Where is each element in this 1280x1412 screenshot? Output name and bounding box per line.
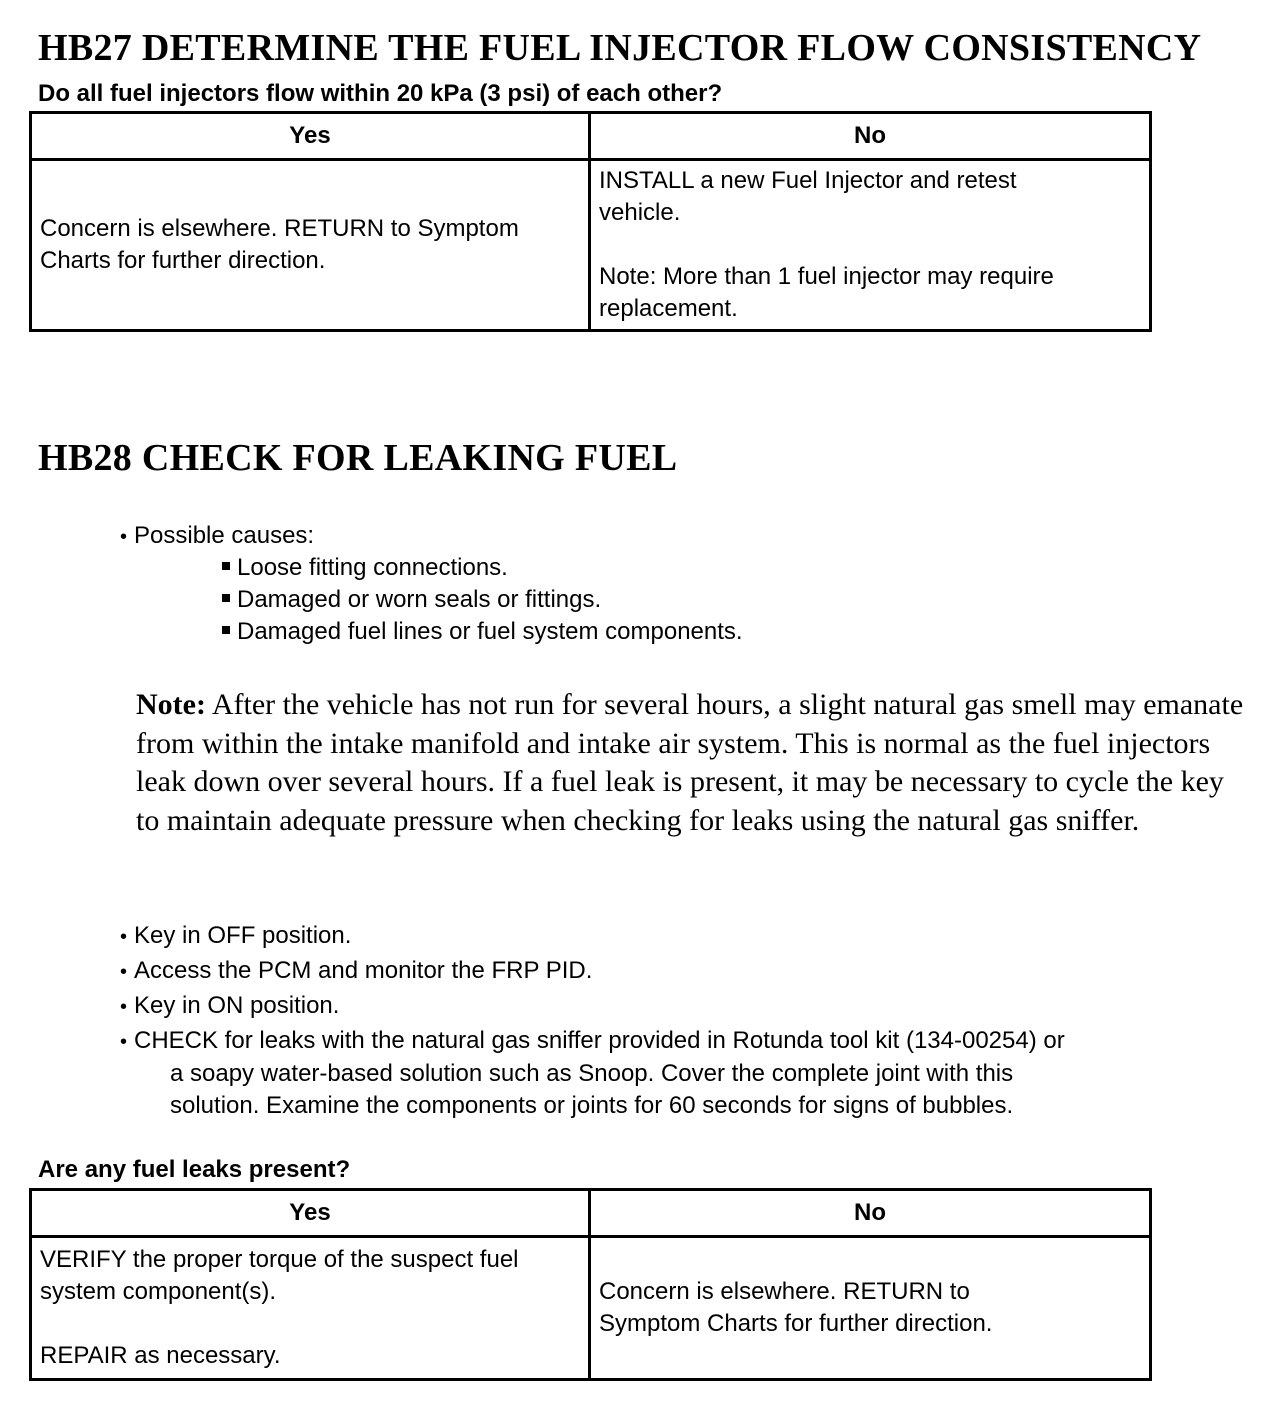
square-bullet-icon — [222, 594, 230, 602]
hb27-question: Do all fuel injectors flow within 20 kPa (3 psi) of each other? — [38, 80, 723, 107]
bullet-icon: • — [120, 996, 128, 1018]
bullet-icon: • — [120, 961, 128, 983]
list-item — [120, 1025, 1240, 1122]
step-text: Access the PCM and monitor the FRP PID. — [134, 957, 593, 984]
hb28-title: HB28 CHECK FOR LEAKING FUEL — [38, 437, 678, 479]
cause-text: Loose fitting connections. — [237, 554, 508, 581]
hb27-no-cell — [590, 160, 1151, 331]
causes-header-text: Possible causes: — [134, 522, 315, 549]
hb27-no-text-2: Note: More than 1 fuel injector may require replacement. — [599, 263, 1054, 322]
step-text-continued: solution. Examine the components or joints for 60 seconds for signs of bubbles. — [170, 1092, 1014, 1119]
hb28-decision-table — [29, 1188, 1152, 1381]
possible-causes-header — [120, 520, 314, 553]
hb27-no-header: No — [590, 113, 1151, 160]
list-item — [120, 955, 1240, 988]
list-item — [120, 920, 1240, 953]
possible-causes-list — [222, 552, 743, 648]
square-bullet-icon — [222, 626, 230, 634]
list-item — [222, 616, 743, 648]
note-paragraph — [136, 686, 1246, 840]
note-label: Note: — [136, 688, 206, 721]
cause-text: Damaged or worn seals or fittings. — [237, 586, 602, 613]
list-item — [120, 990, 1240, 1023]
hb28-no-header: No — [590, 1190, 1151, 1237]
list-item — [222, 584, 743, 616]
hb27-decision-table — [29, 111, 1152, 332]
note-text: After the vehicle has not run for several hours, a slight natural gas smell may emanate from within the intake manifold and intake air system. This is normal as the fuel injectors leak down over several hours. If a fuel leak is present, it may be necessary to cycle the key to maintain adequate pressure when checking for leaks using the natural gas sniffer. — [136, 688, 1244, 837]
hb28-question: Are any fuel leaks present? — [38, 1156, 351, 1183]
hb28-yes-text-2: REPAIR as necessary. — [40, 1342, 281, 1369]
hb27-yes-text: Concern is elsewhere. RETURN to Symptom Charts for further direction. — [40, 215, 519, 274]
hb27-yes-cell — [31, 160, 590, 331]
hb28-yes-cell — [31, 1237, 590, 1380]
list-item — [222, 552, 743, 584]
square-bullet-icon — [222, 562, 230, 570]
hb28-yes-header: Yes — [31, 1190, 590, 1237]
bullet-icon: • — [120, 526, 128, 548]
hb28-yes-text-1: VERIFY the proper torque of the suspect fuel system component(s). — [40, 1246, 519, 1305]
hb28-no-cell — [590, 1237, 1151, 1380]
step-text: Key in OFF position. — [134, 922, 352, 949]
hb27-title: HB27 DETERMINE THE FUEL INJECTOR FLOW CONSISTENCY — [38, 27, 1202, 69]
step-text-continued: a soapy water-based solution such as Snoop. Cover the complete joint with this — [170, 1060, 1014, 1087]
procedure-steps-list — [120, 920, 1240, 1122]
step-text: Key in ON position. — [134, 992, 340, 1019]
hb28-no-text: Concern is elsewhere. RETURN to Symptom Charts for further direction. — [599, 1278, 993, 1337]
cause-text: Damaged fuel lines or fuel system components. — [237, 618, 743, 645]
bullet-icon: • — [120, 1031, 128, 1053]
hb27-yes-header: Yes — [31, 113, 590, 160]
step-text: CHECK for leaks with the natural gas sniffer provided in Rotunda tool kit (134-00254) or — [134, 1027, 1065, 1054]
list-item — [120, 520, 314, 553]
hb27-no-text-1: INSTALL a new Fuel Injector and retest vehicle. — [599, 167, 1017, 226]
bullet-icon: • — [120, 926, 128, 948]
